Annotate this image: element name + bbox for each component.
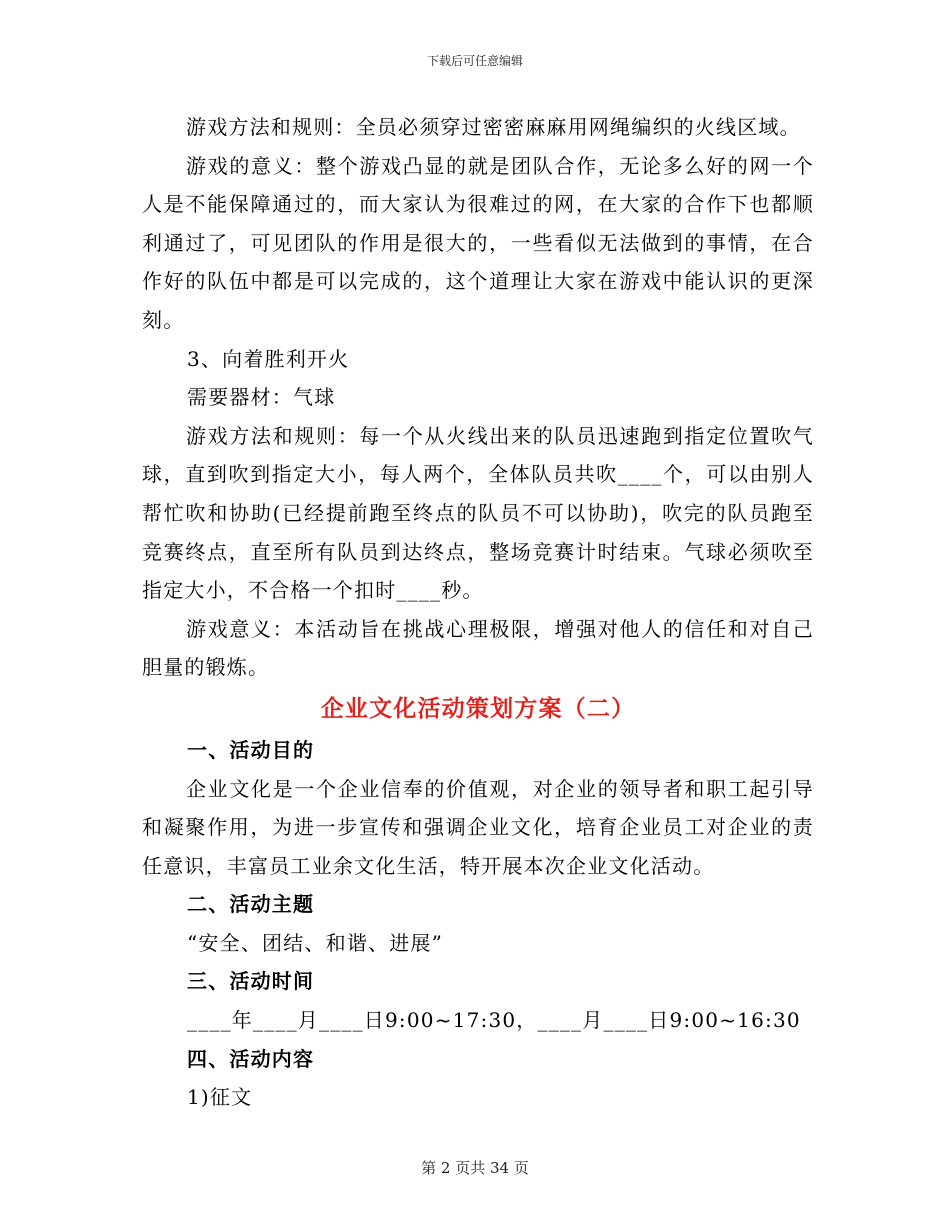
heading-activity-time: 三、活动时间 <box>187 969 315 994</box>
page-header: 下载后可任意编辑 <box>426 54 523 68</box>
paragraph-balloon-rules: 游戏方法和规则：每一个从火线出来的队员迅速跑到指定位置吹气球，直到吹到指定大小，每人两个，全体队员共吹____个，可以由别人帮忙吹和协助(已经提前跑至终点的队员不可以协助)，吹完的队员跑至竞赛终点，直至所有队员到达终点，整场竞赛计时结束。气球必须吹至指定大小，不合格一个扣时____秒。 <box>142 423 814 603</box>
paragraph-essay: 1)征文 <box>187 1085 253 1110</box>
paragraph-equipment: 需要器材：气球 <box>187 385 336 410</box>
paragraph-game-meaning: 游戏的意义：整个游戏凸显的就是团队合作，无论多么好的网一个人是不能保障通过的，而大家认为很难过的网，在大家的合作下也都顺利通过了，可见团队的作用是很大的，一些看似无法做到的事情，在合作好的队伍中都是可以完成的，这个道理让大家在游戏中能认识的更深刻。 <box>142 153 814 332</box>
paragraph-activity-purpose: 企业文化是一个企业信奉的价值观，对企业的领导者和职工起引导和凝聚作用，为进一步宣传和强调企业文化，培育企业员工对企业的责任意识，丰富员工业余文化生活，特开展本次企业文化活动。 <box>142 776 814 878</box>
paragraph-game-rules: 游戏方法和规则：全员必须穿过密密麻麻用网绳编织的火线区域。 <box>186 115 801 139</box>
document-body <box>142 108 814 1117</box>
heading-activity-content: 四、活动内容 <box>187 1046 315 1071</box>
paragraph-balloon-meaning: 游戏意义：本活动旨在挑战心理极限，增强对他人的信任和对自己胆量的锻炼。 <box>142 616 814 680</box>
paragraph-activity-theme: “安全、团结、和谐、进展” <box>187 930 444 955</box>
paragraph-activity-time: ____年____月____日9:00~17:30，____月____日9:00~16:30 <box>187 1008 801 1033</box>
item-heading-fire-to-victory: 3、向着胜利开火 <box>187 346 350 371</box>
page-footer: 第 2 页共 34 页 <box>421 1159 529 1177</box>
section-title: 企业文化活动策划方案（二） <box>320 694 636 722</box>
heading-activity-theme: 二、活动主题 <box>187 892 315 917</box>
heading-activity-purpose: 一、活动目的 <box>187 737 315 762</box>
